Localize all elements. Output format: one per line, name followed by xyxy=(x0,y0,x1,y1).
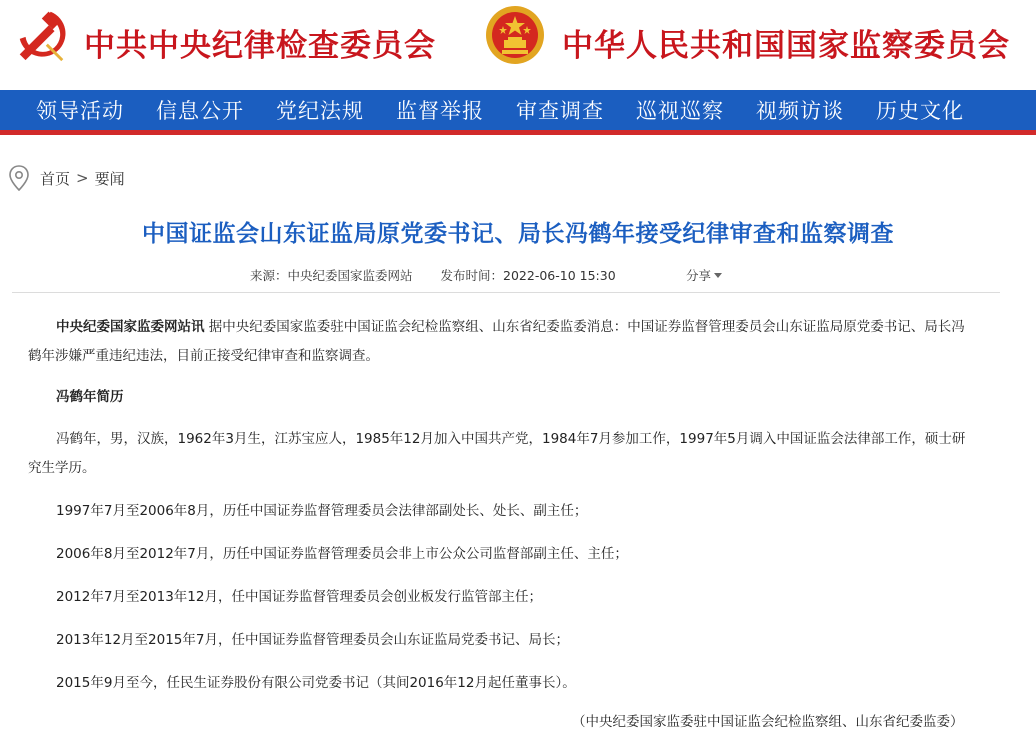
breadcrumb-home[interactable]: 首页 xyxy=(40,169,71,188)
nav-item-info-disclosure[interactable]: 信息公开 xyxy=(156,99,244,123)
career-line: 1997年7月至2006年8月，历任中国证券监督管理委员会法律部副处长、处长、副主任； xyxy=(56,503,588,519)
party-emblem-icon xyxy=(12,6,70,64)
site-header xyxy=(0,0,1036,90)
cpc-ccdi-title: 中共中央纪律检查委员会 xyxy=(84,28,436,64)
breadcrumb xyxy=(8,164,125,192)
nsc-title: 中华人民共和国国家监察委员会 xyxy=(562,28,1010,64)
career-line: 2015年9月至今，任民生证券股份有限公司党委书记（其间2016年12月起任董事长）。 xyxy=(56,675,576,691)
breadcrumb-current[interactable]: 要闻 xyxy=(94,169,125,188)
nav-item-regulations[interactable]: 党纪法规 xyxy=(276,99,364,123)
nav-underline xyxy=(0,130,1036,135)
career-line: 2012年7月至2013年12月，任中国证券监督管理委员会创业板发行监管部主任； xyxy=(56,589,542,605)
article-footer-note: （中央纪委国家监委驻中国证监会纪检监察组、山东省纪委监委） xyxy=(572,714,964,730)
share-label: 分享 xyxy=(686,268,712,283)
national-emblem-icon xyxy=(484,4,546,66)
article-title: 中国证监会山东证监局原党委书记、局长冯鹤年接受纪律审查和监察调查 xyxy=(142,221,894,247)
lead-source-bold: 中央纪委国家监委网站讯 xyxy=(56,319,205,335)
nav-item-history[interactable]: 历史文化 xyxy=(876,99,964,123)
nav-item-investigation[interactable]: 审查调查 xyxy=(516,99,604,123)
main-nav xyxy=(0,90,1036,130)
nav-item-video[interactable]: 视频访谈 xyxy=(756,99,844,123)
nav-item-report[interactable]: 监督举报 xyxy=(396,99,484,123)
lead-text: 据中央纪委国家监委驻中国证监会纪检监察组、山东省纪委监委消息：中国证券监督管理委员会山东证监局原党委书记、局长冯鹤年涉嫌严重违纪违法，目前正接受纪律审查和监察调查。 xyxy=(28,319,965,364)
nav-item-leadership[interactable]: 领导活动 xyxy=(36,99,124,123)
bio-intro-paragraph: 冯鹤年，男，汉族，1962年3月生，江苏宝应人，1985年12月加入中国共产党，1984年7月参加工作，1997年5月调入中国证监会法律部工作，硕士研究生学历。 xyxy=(28,431,966,476)
article-time: 发布时间：2022-06-10 15:30 xyxy=(440,268,616,283)
chevron-down-icon xyxy=(714,273,722,278)
career-line: 2006年8月至2012年7月，历任中国证券监督管理委员会非上市公众公司监督部副主任、主任； xyxy=(56,546,628,562)
bio-heading: 冯鹤年简历 xyxy=(56,389,124,405)
article-meta xyxy=(250,266,616,284)
nav-item-inspection[interactable]: 巡视巡察 xyxy=(636,99,724,123)
location-pin-icon xyxy=(8,165,30,191)
divider xyxy=(12,292,1000,293)
career-line: 2013年12月至2015年7月，任中国证券监督管理委员会山东证监局党委书记、局长； xyxy=(56,632,569,648)
breadcrumb-separator: > xyxy=(76,169,89,187)
share-button[interactable] xyxy=(686,266,722,284)
article-source: 来源：中央纪委国家监委网站 xyxy=(250,268,413,283)
article-lead-paragraph xyxy=(28,313,968,371)
